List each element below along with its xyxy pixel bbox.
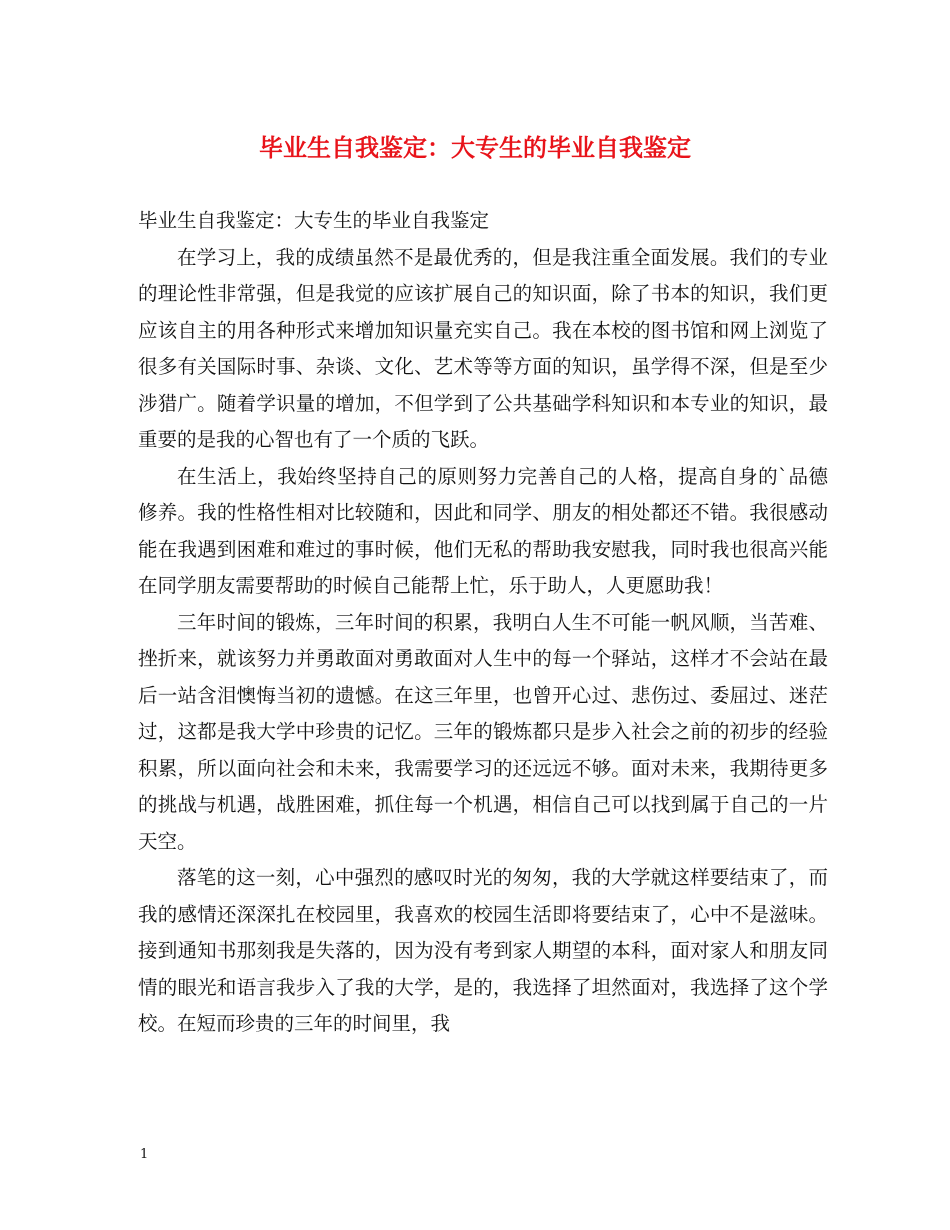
document-subtitle: 毕业生自我鉴定：大专生的毕业自我鉴定 bbox=[138, 209, 490, 232]
page-number: 1 bbox=[140, 1147, 149, 1162]
document-title: 毕业生自我鉴定：大专生的毕业自我鉴定 bbox=[259, 133, 691, 162]
paragraph-life: 在生活上，我始终坚持自己的原则努力完善自己的人格，提高自身的`品德修养。我的性格性相对比较随和，因此和同学、朋友的相处都还不错。我很感动能在我遇到困难和难过的事时候，他们无私的帮助我安慰我，同时我也很高兴能在同学朋友需要帮助的时候自己能帮上忙，乐于助人，人更愿助我！ bbox=[138, 464, 828, 597]
paragraph-study: 在学习上，我的成绩虽然不是最优秀的，但是我注重全面发展。我们的专业的理论性非常强，但是我觉的应该扩展自己的知识面，除了书本的知识，我们更应该自主的用各种形式来增加知识量充实自己。我在本校的图书馆和网上浏览了很多有关国际时事、杂谈、文化、艺术等等方面的知识，虽学得不深，但是至少涉猎广。随着学识量的增加，不但学到了公共基础学科知识和本专业的知识，最重要的是我的心智也有了一个质的飞跃。 bbox=[138, 245, 828, 451]
document-body bbox=[138, 203, 828, 1043]
paragraph-closing: 落笔的这一刻，心中强烈的感叹时光的匆匆，我的大学就这样要结束了，而我的感情还深深扎在校园里，我喜欢的校园生活即将要结束了，心中不是滋味。接到通知书那刻我是失落的，因为没有考到家人期望的本科，面对家人和朋友同情的眼光和语言我步入了我的大学，是的，我选择了坦然面对，我选择了这个学校。在短而珍贵的三年的时间里，我 bbox=[138, 866, 828, 1035]
paragraph-three-years: 三年时间的锻炼，三年时间的积累，我明白人生不可能一帆风顺，当苦难、挫折来，就该努力并勇敢面对勇敢面对人生中的每一个驿站，这样才不会站在最后一站含泪懊悔当初的遗憾。在这三年里，也曾开心过、悲伤过、委屈过、迷茫过，这都是我大学中珍贵的记忆。三年的锻炼都只是步入社会之前的初步的经验积累，所以面向社会和未来，我需要学习的还远远不够。面对未来，我期待更多的挑战与机遇，战胜困难，抓住每一个机遇，相信自己可以找到属于自己的一片天空。 bbox=[138, 610, 828, 853]
